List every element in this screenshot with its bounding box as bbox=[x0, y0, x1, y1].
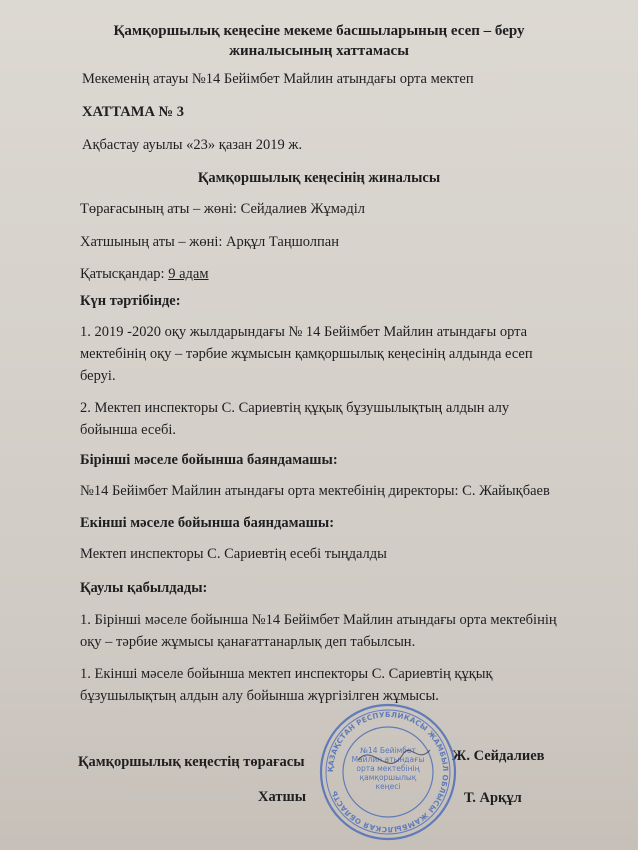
speaker-1: №14 Бейімбет Майлин атындағы орта мектебінің директоры: С. Жайықбаев bbox=[80, 483, 550, 499]
stamp-ring-text: ҚАЗАҚСТАН РЕСПУБЛИКАСЫ ЖАМБЫЛ ОБЛЫСЫ ЖАМБЫЛСКАЯ ОБЛАСТЬ bbox=[325, 709, 451, 835]
chair-name: Төрағасының аты – жөні: Сейдалиев Жұмәділ bbox=[80, 201, 365, 217]
chair-signature-label: Қамқоршылық кеңестің төрағасы bbox=[78, 754, 305, 770]
decision-heading: Қаулы қабылдады: bbox=[80, 580, 208, 596]
participants-label: Қатысқандар: bbox=[80, 266, 169, 282]
agenda-heading: Күн тәртібінде: bbox=[80, 293, 181, 309]
decision-1-line-2: оқу – тәрбие жұмысы қанағаттанарлық деп табылсын. bbox=[80, 634, 416, 650]
institution-name: Мекеменің атауы №14 Бейімбет Майлин атындағы орта мектеп bbox=[82, 71, 474, 87]
speaker-2: Мектеп инспекторы С. Сариевтің есебі тыңдалды bbox=[80, 546, 387, 562]
speaker-1-heading: Бірінші мәселе бойынша баяндамашы: bbox=[80, 452, 338, 468]
decision-1-line-1: 1. Бірінші мәселе бойынша №14 Бейімбет Майлин атындағы орта мектебінің bbox=[80, 612, 557, 628]
decision-2-line-1: 1. Екінші мәселе бойынша мектеп инспекторы С. Сариевтің құқық bbox=[80, 666, 493, 682]
agenda-item-2-line-2: бойынша есебі. bbox=[80, 422, 176, 438]
participants bbox=[80, 265, 209, 283]
official-stamp bbox=[318, 702, 458, 842]
place-date: Ақбастау ауылы «23» қазан 2019 ж. bbox=[82, 137, 303, 153]
meeting-title: Қамқоршылық кеңесінің жиналысы bbox=[197, 170, 441, 186]
agenda-item-1-line-1: 1. 2019 -2020 оқу жылдарындағы № 14 Бейімбет Майлин атындағы орта bbox=[80, 324, 528, 340]
document-title-line-2: жиналысының хаттамасы bbox=[229, 43, 409, 59]
secretary-name: Хатшының аты – жөні: Арқұл Таңшолпан bbox=[80, 234, 339, 250]
agenda-item-2-line-1: 2. Мектеп инспекторы С. Сариевтің құқық бұзушылықтың алдын алу bbox=[80, 400, 510, 416]
stamp-center-text: №14 Бейімбет Майлин атындағы орта мектебінің қамқоршылық кеңесі bbox=[351, 746, 425, 791]
secretary-signature-label: Хатшы bbox=[258, 789, 307, 805]
speaker-2-heading: Екінші мәселе бойынша баяндамашы: bbox=[80, 515, 335, 531]
decision-2-line-2: бұзушылықтың алдын алу бойынша жүргізілген жұмысы. bbox=[80, 688, 439, 704]
document-title-line-1: Қамқоршылық кеңесіне мекеме басшыларының есеп – беру bbox=[113, 23, 525, 39]
agenda-item-1-line-3: беруі. bbox=[80, 368, 116, 384]
protocol-number: ХАТТАМА № 3 bbox=[82, 104, 184, 120]
agenda-item-1-line-2: мектебінің оқу – тәрбие жұмысын қамқоршылық кеңесінің алдында есеп bbox=[80, 346, 533, 362]
chair-signature-name: Ж. Сейдалиев bbox=[452, 748, 545, 764]
secretary-signature-name: Т. Арқұл bbox=[464, 790, 522, 806]
participants-count: 9 адам bbox=[168, 266, 209, 282]
